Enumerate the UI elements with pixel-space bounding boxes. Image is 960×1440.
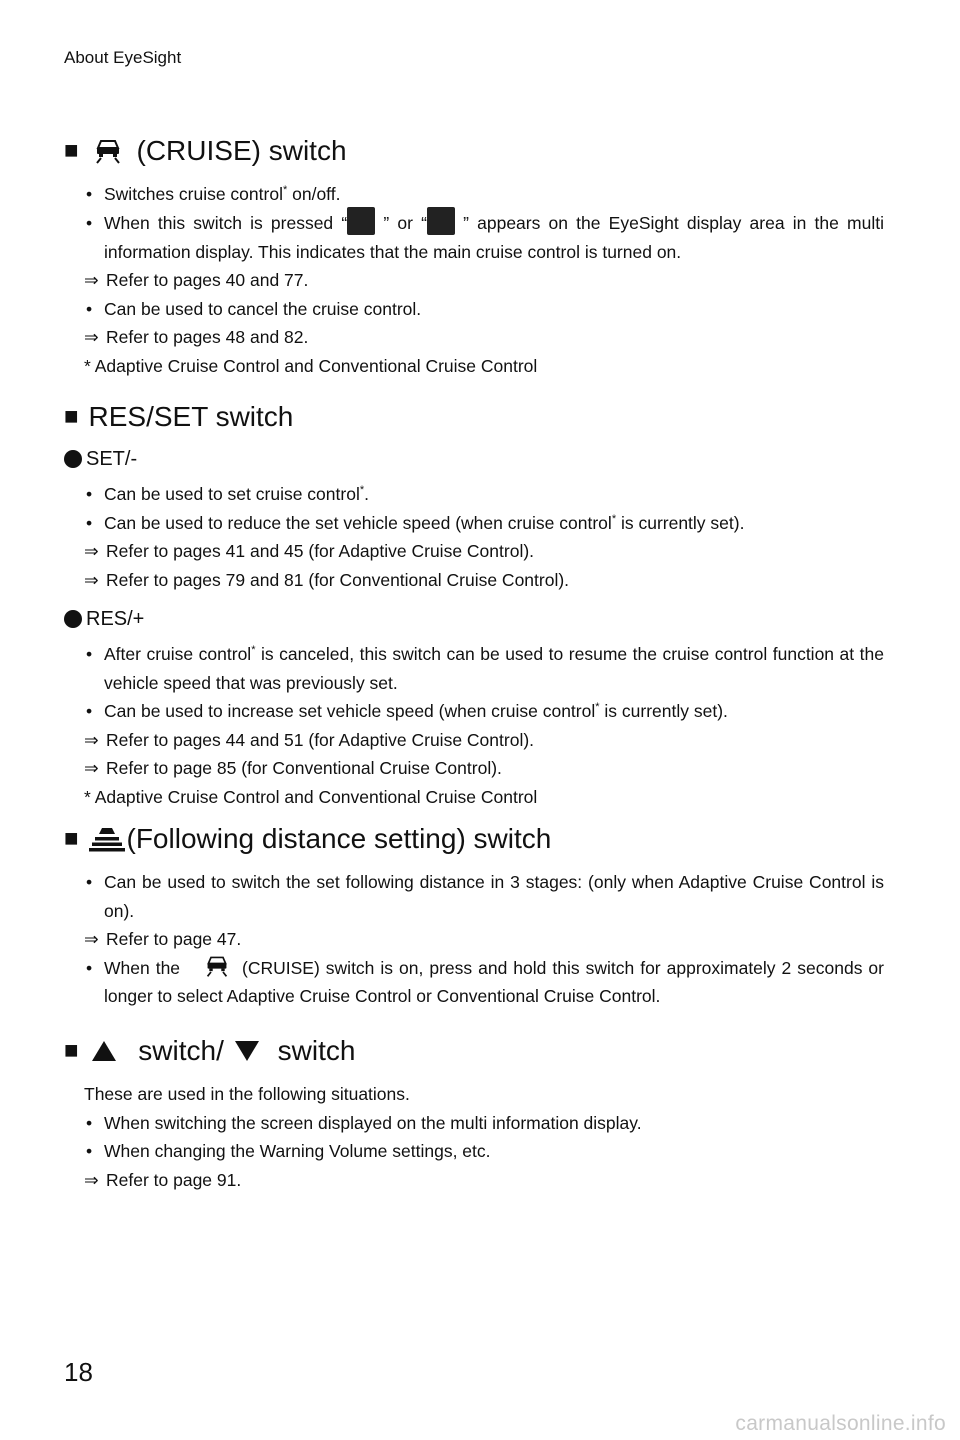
- bullet: •: [86, 298, 93, 319]
- page-reference: [64, 1166, 884, 1195]
- item-text: Can be used to cancel the cruise control.: [104, 298, 422, 319]
- section-following-distance-switch: [64, 822, 884, 1011]
- watermark: carmanualsonline.info: [735, 1412, 946, 1435]
- page-reference: [64, 726, 884, 755]
- list-item: [64, 697, 884, 726]
- up-triangle-icon: [91, 1040, 117, 1062]
- bullet: •: [86, 512, 93, 533]
- reference-text: Refer to pages 40 and 77.: [106, 270, 309, 291]
- arrow-icon: ⇒: [84, 929, 99, 949]
- down-triangle-icon: [234, 1040, 260, 1062]
- footnote: * Adaptive Cruise Control and Conventional Cruise Control: [84, 355, 538, 376]
- arrow-icon: ⇒: [84, 569, 99, 590]
- cruise-indicator-icon: [347, 207, 375, 235]
- list-item: [64, 180, 884, 209]
- list-item: [64, 868, 884, 925]
- page-reference: [64, 754, 884, 783]
- item-text: ” appears on the EyeSight display area in the multi information display. This indicates that the main cruise control is turned on.: [104, 212, 885, 262]
- bullet: •: [86, 484, 93, 504]
- subheading-res: [64, 606, 884, 632]
- cruise-icon: [93, 137, 123, 165]
- footnote-mark: *: [595, 701, 600, 714]
- list-item: [64, 1109, 884, 1138]
- subheading-set: [64, 446, 884, 472]
- square-marker: ■: [64, 403, 79, 430]
- bullet: •: [86, 872, 93, 892]
- arrow-icon: ⇒: [84, 729, 99, 750]
- heading-text: switch: [269, 1035, 356, 1066]
- footnote-mark: *: [359, 484, 365, 497]
- footnote-mark: *: [611, 512, 617, 525]
- reference-text: Refer to pages 41 and 45 (for Adaptive Cruise Control).: [106, 541, 535, 561]
- page-reference: [64, 323, 884, 352]
- dot-marker: [64, 450, 82, 468]
- item-text: Switches cruise control: [104, 184, 283, 204]
- bullet: •: [86, 701, 93, 721]
- item-text: on/off.: [287, 184, 341, 204]
- item-text: When switching the screen displayed on the multi information display.: [104, 1112, 642, 1133]
- running-header: About EyeSight: [64, 48, 182, 67]
- footnote-mark: *: [282, 184, 288, 197]
- item-text: Can be used to reduce the set vehicle speed (when cruise control: [104, 512, 612, 533]
- item-text: When this switch is pressed “: [104, 212, 348, 233]
- list-item: [64, 509, 884, 538]
- list-item: [64, 295, 884, 324]
- page-reference: [64, 537, 884, 566]
- item-text: is canceled, this switch can be used to resume the cruise control function at the vehicle speed that was previously set.: [104, 644, 884, 693]
- footnote-mark: *: [251, 644, 256, 657]
- arrow-icon: ⇒: [84, 758, 99, 778]
- arrow-icon: ⇒: [84, 270, 99, 291]
- square-marker: ■: [64, 825, 79, 852]
- bullet: •: [86, 1141, 93, 1161]
- cruise-icon: [204, 954, 230, 978]
- list-item: [64, 1137, 884, 1166]
- item-text: When changing the Warning Volume settings, etc.: [104, 1141, 491, 1161]
- heading-text: switch/: [130, 1035, 224, 1066]
- section-res-set-switch: [64, 400, 884, 811]
- heading-text: RES/SET switch: [88, 401, 294, 432]
- heading-following-distance: [64, 822, 884, 856]
- arrow-icon: ⇒: [84, 1169, 99, 1190]
- footnote: * Adaptive Cruise Control and Conventional Cruise Control: [84, 786, 538, 807]
- dot-marker: [64, 610, 82, 628]
- item-text: When the: [104, 957, 181, 978]
- heading-text: (CRUISE) switch: [136, 135, 347, 166]
- section-up-down-switch: [64, 1034, 884, 1194]
- heading-res-set: [64, 400, 884, 434]
- reference-text: Refer to pages 79 and 81 (for Conventional Cruise Control).: [106, 569, 570, 590]
- reference-text: Refer to page 47.: [106, 929, 242, 949]
- list-item: [64, 209, 884, 267]
- item-text: is currently set).: [616, 512, 745, 533]
- item-text: .: [364, 484, 369, 504]
- bullet: •: [86, 957, 93, 978]
- bullet: •: [86, 644, 93, 664]
- reference-text: Refer to pages 48 and 82.: [106, 327, 309, 348]
- page-reference: [64, 566, 884, 595]
- heading-up-down: [64, 1034, 884, 1068]
- page-reference: [64, 266, 884, 295]
- item-text: Can be used to switch the set following distance in 3 stages: (only when Adaptive Cruise Control is on).: [104, 872, 884, 921]
- page-reference: [64, 925, 884, 954]
- item-text: After cruise control: [104, 644, 252, 664]
- arrow-icon: ⇒: [84, 541, 99, 561]
- item-text: Can be used to increase set vehicle speed (when cruise control: [104, 701, 596, 721]
- subheading-text: RES/+: [86, 608, 145, 630]
- list-item: [64, 954, 884, 1011]
- item-text: (CRUISE) switch is on, press and hold this switch for approximately 2 seconds or longer to select Adaptive Cruise Control or Conventional Cruise Control.: [104, 957, 884, 1006]
- item-text: is currently set).: [599, 701, 728, 721]
- arrow-icon: ⇒: [84, 327, 99, 348]
- subheading-text: SET/-: [86, 448, 138, 470]
- reference-text: Refer to page 85 (for Conventional Cruise Control).: [106, 758, 502, 778]
- square-marker: ■: [64, 137, 79, 164]
- reference-text: Refer to page 91.: [106, 1169, 242, 1190]
- heading-cruise-switch: [64, 134, 884, 168]
- reference-text: Refer to pages 44 and 51 (for Adaptive Cruise Control).: [106, 729, 535, 750]
- section-cruise-switch: [64, 134, 884, 380]
- speedometer-indicator-icon: [427, 207, 455, 235]
- heading-text: (Following distance setting) switch: [126, 823, 552, 854]
- page-number: 18: [64, 1357, 93, 1387]
- intro-text: These are used in the following situations.: [84, 1084, 410, 1104]
- list-item: [64, 480, 884, 509]
- square-marker: ■: [64, 1037, 79, 1064]
- list-item: [64, 640, 884, 697]
- item-text: Can be used to set cruise control: [104, 484, 360, 504]
- item-text: ” or “: [375, 212, 427, 233]
- bullet: •: [86, 184, 93, 204]
- bullet: •: [86, 1112, 93, 1133]
- bullet: •: [86, 212, 93, 233]
- following-distance-icon: [89, 826, 125, 852]
